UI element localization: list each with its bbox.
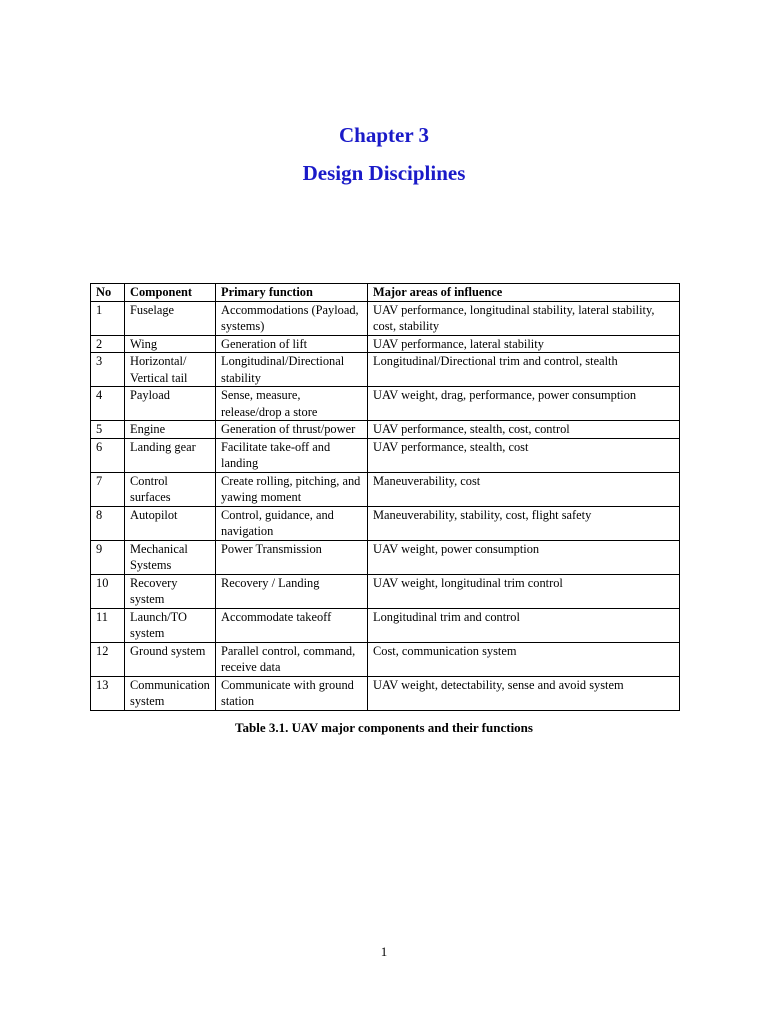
- major-areas-cell: UAV weight, longitudinal trim control: [368, 574, 680, 608]
- major-areas-cell: Longitudinal/Directional trim and control, stealth: [368, 353, 680, 387]
- component-cell: Mechanical Systems: [125, 540, 216, 574]
- primary-function-cell: Accommodations (Payload, systems): [216, 301, 368, 335]
- primary-function-cell: Recovery / Landing: [216, 574, 368, 608]
- table-row: [91, 438, 680, 472]
- table-row: [91, 421, 680, 439]
- primary-function-cell: Power Transmission: [216, 540, 368, 574]
- component-cell: Control surfaces: [125, 472, 216, 506]
- row-number: 3: [91, 353, 125, 387]
- major-areas-cell: UAV weight, drag, performance, power consumption: [368, 387, 680, 421]
- major-areas-cell: Maneuverability, cost: [368, 472, 680, 506]
- primary-function-cell: Longitudinal/Directional stability: [216, 353, 368, 387]
- table-row: [91, 353, 680, 387]
- primary-function-cell: Sense, measure, release/drop a store: [216, 387, 368, 421]
- component-cell: Horizontal/ Vertical tail: [125, 353, 216, 387]
- table-row: [91, 506, 680, 540]
- row-number: 1: [91, 301, 125, 335]
- table-row: [91, 335, 680, 353]
- table-row: [91, 540, 680, 574]
- major-areas-cell: UAV performance, stealth, cost: [368, 438, 680, 472]
- row-number: 13: [91, 676, 125, 710]
- header-primary-function: Primary function: [216, 284, 368, 302]
- component-cell: Recovery system: [125, 574, 216, 608]
- component-cell: Fuselage: [125, 301, 216, 335]
- component-cell: Payload: [125, 387, 216, 421]
- chapter-title: Design Disciplines: [302, 161, 466, 185]
- component-cell: Landing gear: [125, 438, 216, 472]
- header-component: Component: [125, 284, 216, 302]
- row-number: 2: [91, 335, 125, 353]
- row-number: 5: [91, 421, 125, 439]
- header-no: No: [91, 284, 125, 302]
- row-number: 12: [91, 642, 125, 676]
- row-number: 6: [91, 438, 125, 472]
- component-cell: Wing: [125, 335, 216, 353]
- component-cell: Ground system: [125, 642, 216, 676]
- component-cell: Engine: [125, 421, 216, 439]
- primary-function-cell: Accommodate takeoff: [216, 608, 368, 642]
- major-areas-cell: UAV performance, longitudinal stability, lateral stability, cost, stability: [368, 301, 680, 335]
- table-row: [91, 608, 680, 642]
- uav-components-table: [90, 283, 680, 711]
- primary-function-cell: Control, guidance, and navigation: [216, 506, 368, 540]
- table-row: [91, 642, 680, 676]
- row-number: 8: [91, 506, 125, 540]
- primary-function-cell: Parallel control, command, receive data: [216, 642, 368, 676]
- page-number: 1: [380, 944, 388, 959]
- row-number: 11: [91, 608, 125, 642]
- row-number: 9: [91, 540, 125, 574]
- major-areas-cell: Longitudinal trim and control: [368, 608, 680, 642]
- primary-function-cell: Communicate with ground station: [216, 676, 368, 710]
- table-row: [91, 301, 680, 335]
- component-cell: Launch/TO system: [125, 608, 216, 642]
- major-areas-cell: Cost, communication system: [368, 642, 680, 676]
- table-row: [91, 574, 680, 608]
- table-row: [91, 676, 680, 710]
- table-header-row: [91, 284, 680, 302]
- chapter-number: Chapter 3: [338, 123, 430, 147]
- primary-function-cell: Create rolling, pitching, and yawing moment: [216, 472, 368, 506]
- primary-function-cell: Generation of lift: [216, 335, 368, 353]
- component-cell: Communication system: [125, 676, 216, 710]
- major-areas-cell: UAV performance, stealth, cost, control: [368, 421, 680, 439]
- row-number: 7: [91, 472, 125, 506]
- header-major-areas: Major areas of influence: [368, 284, 680, 302]
- major-areas-cell: UAV performance, lateral stability: [368, 335, 680, 353]
- major-areas-cell: Maneuverability, stability, cost, flight safety: [368, 506, 680, 540]
- row-number: 4: [91, 387, 125, 421]
- primary-function-cell: Generation of thrust/power: [216, 421, 368, 439]
- primary-function-cell: Facilitate take-off and landing: [216, 438, 368, 472]
- row-number: 10: [91, 574, 125, 608]
- major-areas-cell: UAV weight, power consumption: [368, 540, 680, 574]
- table-row: [91, 387, 680, 421]
- table-caption: Table 3.1. UAV major components and their functions: [235, 720, 533, 735]
- table-row: [91, 472, 680, 506]
- table-body: [91, 301, 680, 710]
- component-cell: Autopilot: [125, 506, 216, 540]
- major-areas-cell: UAV weight, detectability, sense and avoid system: [368, 676, 680, 710]
